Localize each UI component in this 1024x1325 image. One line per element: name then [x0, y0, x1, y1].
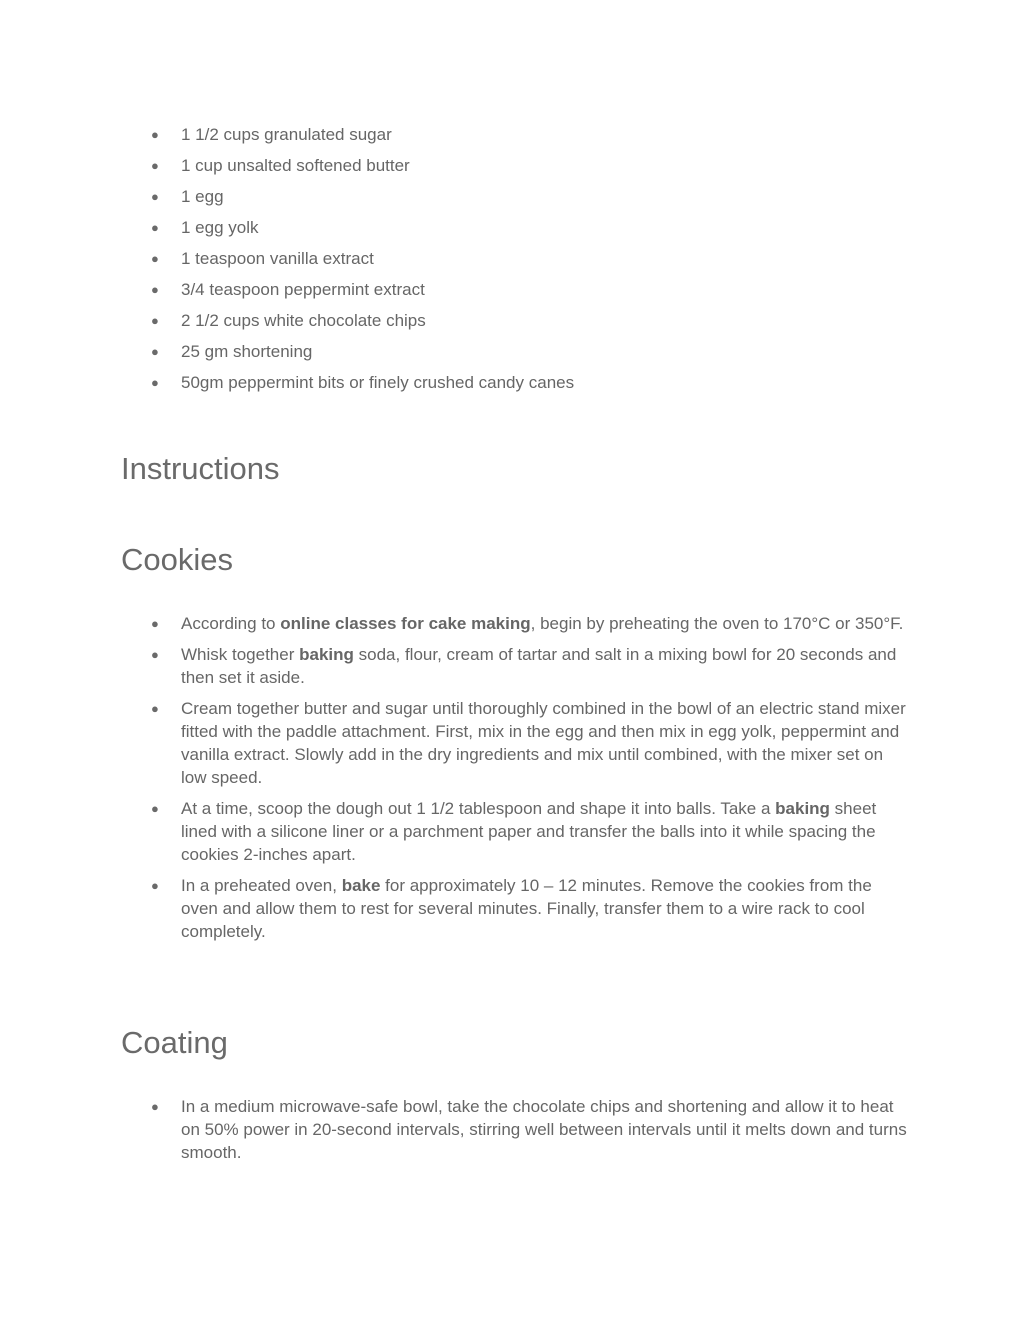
cookies-steps-list: [0, 612, 1024, 951]
bullet-icon: ●: [151, 616, 159, 631]
step-item: [0, 874, 911, 943]
ingredient-text: 3/4 teaspoon peppermint extract: [181, 280, 425, 299]
bullet-icon: ●: [151, 647, 159, 662]
bullet-icon: ●: [151, 251, 159, 266]
ingredient-item: [0, 216, 911, 239]
bullet-icon: ●: [151, 344, 159, 359]
bullet-icon: ●: [151, 282, 159, 297]
step-item: [0, 1095, 911, 1164]
coating-heading: Coating: [121, 1025, 228, 1060]
ingredient-text: 50gm peppermint bits or finely crushed candy canes: [181, 373, 575, 392]
ingredient-item: [0, 247, 911, 270]
ingredient-text: 2 1/2 cups white chocolate chips: [181, 311, 426, 330]
step-emphasis: baking: [299, 645, 354, 664]
step-text: for approximately 10 – 12 minutes. Remove the cookies from the oven and allow them to rest for several minutes. Finally, transfer them to a wire rack to cool completely.: [181, 876, 872, 941]
step-emphasis: bake: [341, 876, 381, 895]
step-item: [0, 697, 911, 789]
bullet-icon: ●: [151, 220, 159, 235]
bullet-icon: ●: [151, 189, 159, 204]
ingredient-item: [0, 123, 911, 146]
ingredient-text: 1 1/2 cups granulated sugar: [181, 125, 392, 144]
step-item: [0, 643, 911, 689]
step-text: In a preheated oven,: [181, 876, 342, 895]
bullet-icon: ●: [151, 158, 159, 173]
step-text: Whisk together: [181, 645, 300, 664]
bullet-icon: ●: [151, 1099, 159, 1114]
ingredient-text: 1 cup unsalted softened butter: [181, 156, 410, 175]
ingredient-item: [0, 185, 911, 208]
ingredient-text: 25 gm shortening: [181, 342, 313, 361]
step-item: [0, 797, 911, 866]
bullet-icon: ●: [151, 878, 159, 893]
step-text: At a time, scoop the dough out 1 1/2 tablespoon and shape it into balls. Take a: [181, 799, 776, 818]
step-text: In a medium microwave-safe bowl, take the chocolate chips and shortening and allow it to heat on 50% power in 20-second intervals, stirring well between intervals until it melts down and turns smooth.: [181, 1097, 907, 1162]
bullet-icon: ●: [151, 701, 159, 716]
step-item: [0, 612, 911, 635]
step-emphasis: online classes for cake making: [280, 614, 531, 633]
ingredient-item: [0, 371, 911, 394]
ingredient-text: 1 egg: [181, 187, 224, 206]
ingredient-item: [0, 340, 911, 363]
instructions-heading: Instructions: [121, 451, 280, 486]
step-emphasis: baking: [775, 799, 830, 818]
coating-steps-list: [0, 1095, 1024, 1172]
step-text: Cream together butter and sugar until thoroughly combined in the bowl of an electric stand mixer fitted with the paddle attachment. First, mix in the egg and then mix in egg yolk, peppermint and vanilla extract. Slowly add in the dry ingredients and mix until combined, with the mixer set on low speed.: [181, 699, 906, 787]
ingredients-list: [0, 123, 1024, 402]
step-text: soda, flour, cream of tartar and salt in a mixing bowl for 20 seconds and then set it aside.: [181, 645, 897, 687]
bullet-icon: ●: [151, 801, 159, 816]
bullet-icon: ●: [151, 375, 159, 390]
cookies-heading: Cookies: [121, 542, 233, 577]
ingredient-text: 1 teaspoon vanilla extract: [181, 249, 374, 268]
bullet-icon: ●: [151, 313, 159, 328]
ingredient-item: [0, 309, 911, 332]
ingredient-item: [0, 154, 911, 177]
ingredient-text: 1 egg yolk: [181, 218, 259, 237]
ingredient-item: [0, 278, 911, 301]
step-text: , begin by preheating the oven to 170°C or 350°F.: [530, 614, 904, 633]
bullet-icon: ●: [151, 127, 159, 142]
step-text: sheet lined with a silicone liner or a parchment paper and transfer the balls into it while spacing the cookies 2-inches apart.: [181, 799, 877, 864]
step-text: According to: [181, 614, 281, 633]
